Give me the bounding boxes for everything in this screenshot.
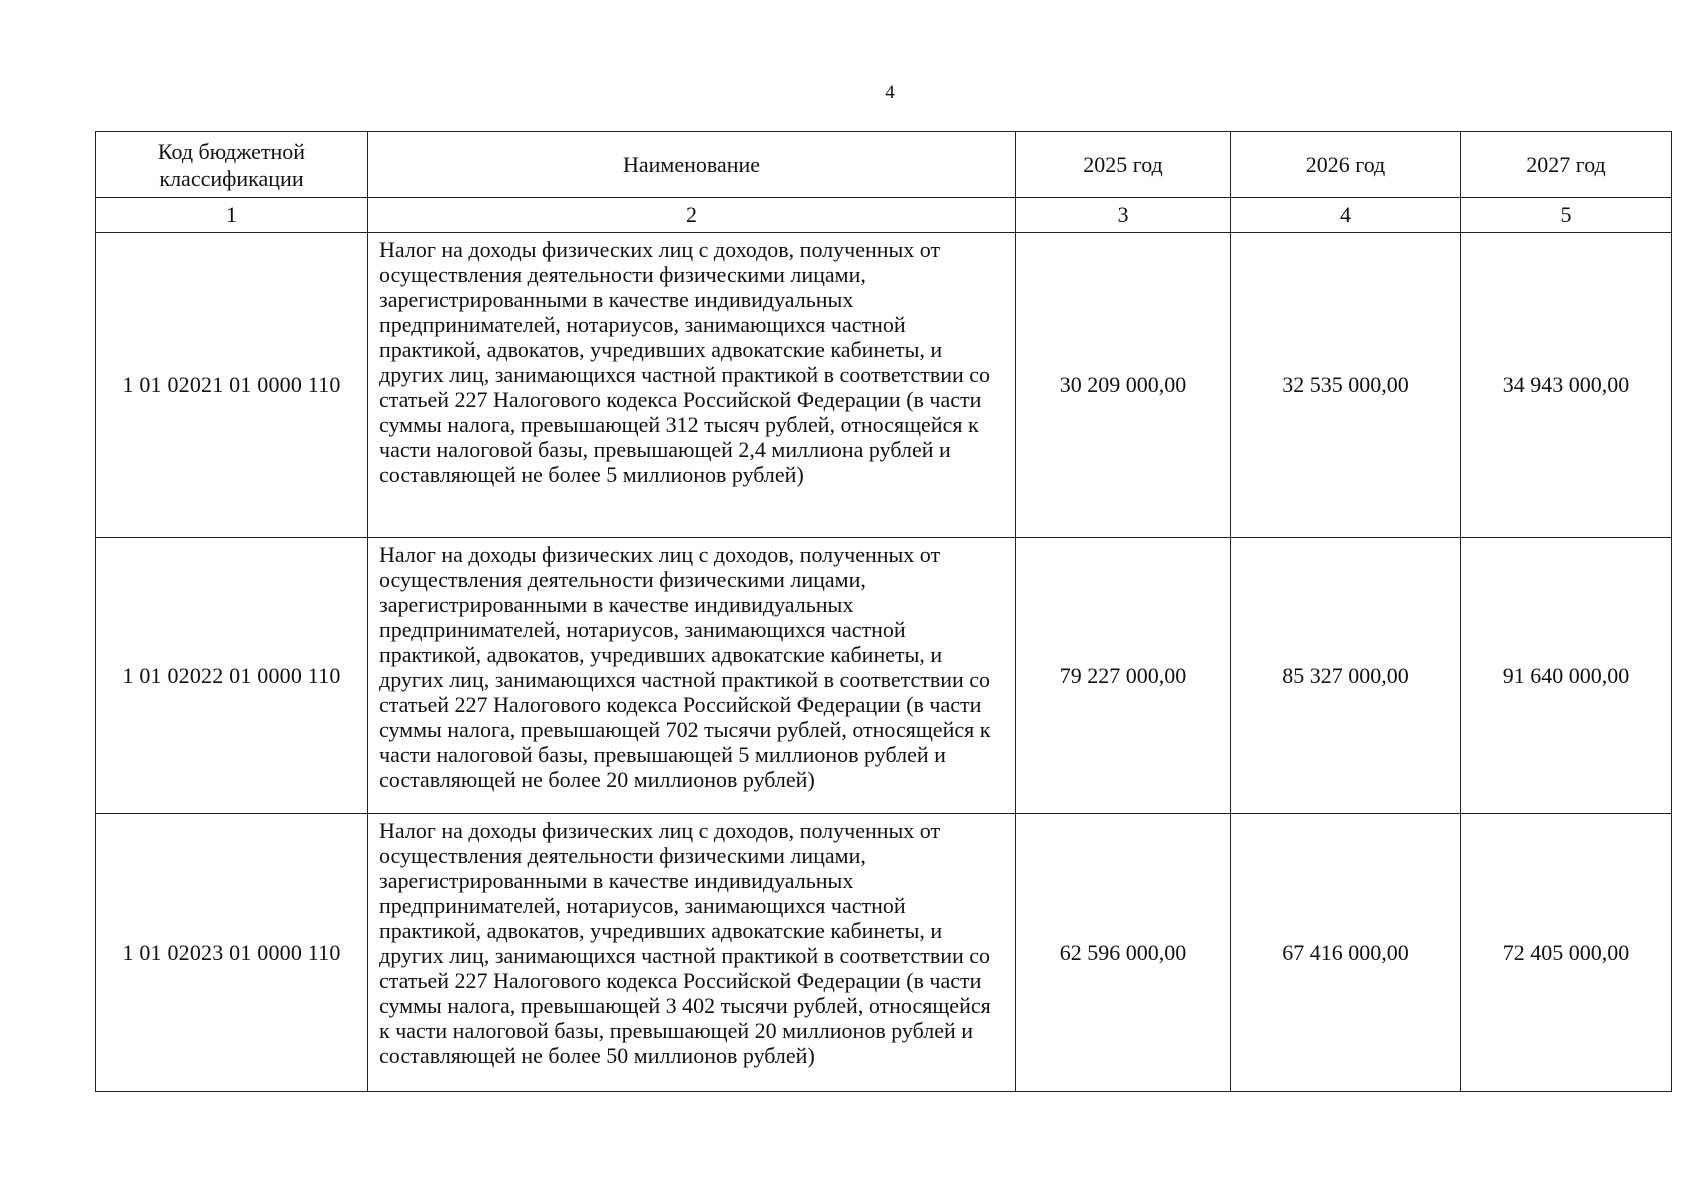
column-number: 1	[96, 198, 368, 233]
item-name: Налог на доходы физических лиц с доходов, полученных от осуществления деятельности физическими лицами, зарегистрированными в качестве индивидуальных предпринимателей, нотариусов, занимающихся частной практикой, адвокатов, учредивших адвокатские кабинеты, и других лиц, занимающихся частной практикой в соответствии со статьей 227 Налогового кодекса Российской Федерации (в части суммы налога, превышающей 3 402 тысячи рублей, относящейся к части налоговой базы, превышающей 20 миллионов рублей и составляющей не более 50 миллионов рублей)	[368, 814, 1016, 1092]
value-2026: 85 327 000,00	[1231, 538, 1461, 814]
value-2027: 91 640 000,00	[1461, 538, 1672, 814]
value-2027: 34 943 000,00	[1461, 233, 1672, 538]
table-row	[96, 538, 1672, 814]
item-name: Налог на доходы физических лиц с доходов, полученных от осуществления деятельности физическими лицами, зарегистрированными в качестве индивидуальных предпринимателей, нотариусов, занимающихся частной практикой, адвокатов, учредивших адвокатские кабинеты, и других лиц, занимающихся частной практикой в соответствии со статьей 227 Налогового кодекса Российской Федерации (в части суммы налога, превышающей 702 тысячи рублей, относящейся к части налоговой базы, превышающей 5 миллионов рублей и составляющей не более 20 миллионов рублей)	[368, 538, 1016, 814]
header-2027: 2027 год	[1461, 132, 1672, 198]
table-header-row	[96, 132, 1672, 198]
budget-table	[95, 131, 1672, 1092]
value-2025: 62 596 000,00	[1016, 814, 1231, 1092]
table-row	[96, 814, 1672, 1092]
header-2025: 2025 год	[1016, 132, 1231, 198]
column-number: 2	[368, 198, 1016, 233]
item-name: Налог на доходы физических лиц с доходов, полученных от осуществления деятельности физическими лицами, зарегистрированными в качестве индивидуальных предпринимателей, нотариусов, занимающихся частной практикой, адвокатов, учредивших адвокатские кабинеты, и других лиц, занимающихся частной практикой в соответствии со статьей 227 Налогового кодекса Российской Федерации (в части суммы налога, превышающей 312 тысяч рублей, относящейся к части налоговой базы, превышающей 2,4 миллиона рублей и составляющей не более 5 миллионов рублей)	[368, 233, 1016, 538]
value-2026: 32 535 000,00	[1231, 233, 1461, 538]
header-2026: 2026 год	[1231, 132, 1461, 198]
value-2025: 79 227 000,00	[1016, 538, 1231, 814]
budget-code: 1 01 02022 01 0000 110	[96, 538, 368, 814]
budget-code: 1 01 02021 01 0000 110	[96, 233, 368, 538]
column-number-row	[96, 198, 1672, 233]
value-2025: 30 209 000,00	[1016, 233, 1231, 538]
column-number: 4	[1231, 198, 1461, 233]
table-row	[96, 233, 1672, 538]
value-2027: 72 405 000,00	[1461, 814, 1672, 1092]
header-name: Наименование	[368, 132, 1016, 198]
page-number: 4	[885, 82, 895, 103]
column-number: 3	[1016, 198, 1231, 233]
budget-code: 1 01 02023 01 0000 110	[96, 814, 368, 1092]
header-code: Код бюджетной классификации	[96, 132, 368, 198]
value-2026: 67 416 000,00	[1231, 814, 1461, 1092]
column-number: 5	[1461, 198, 1672, 233]
